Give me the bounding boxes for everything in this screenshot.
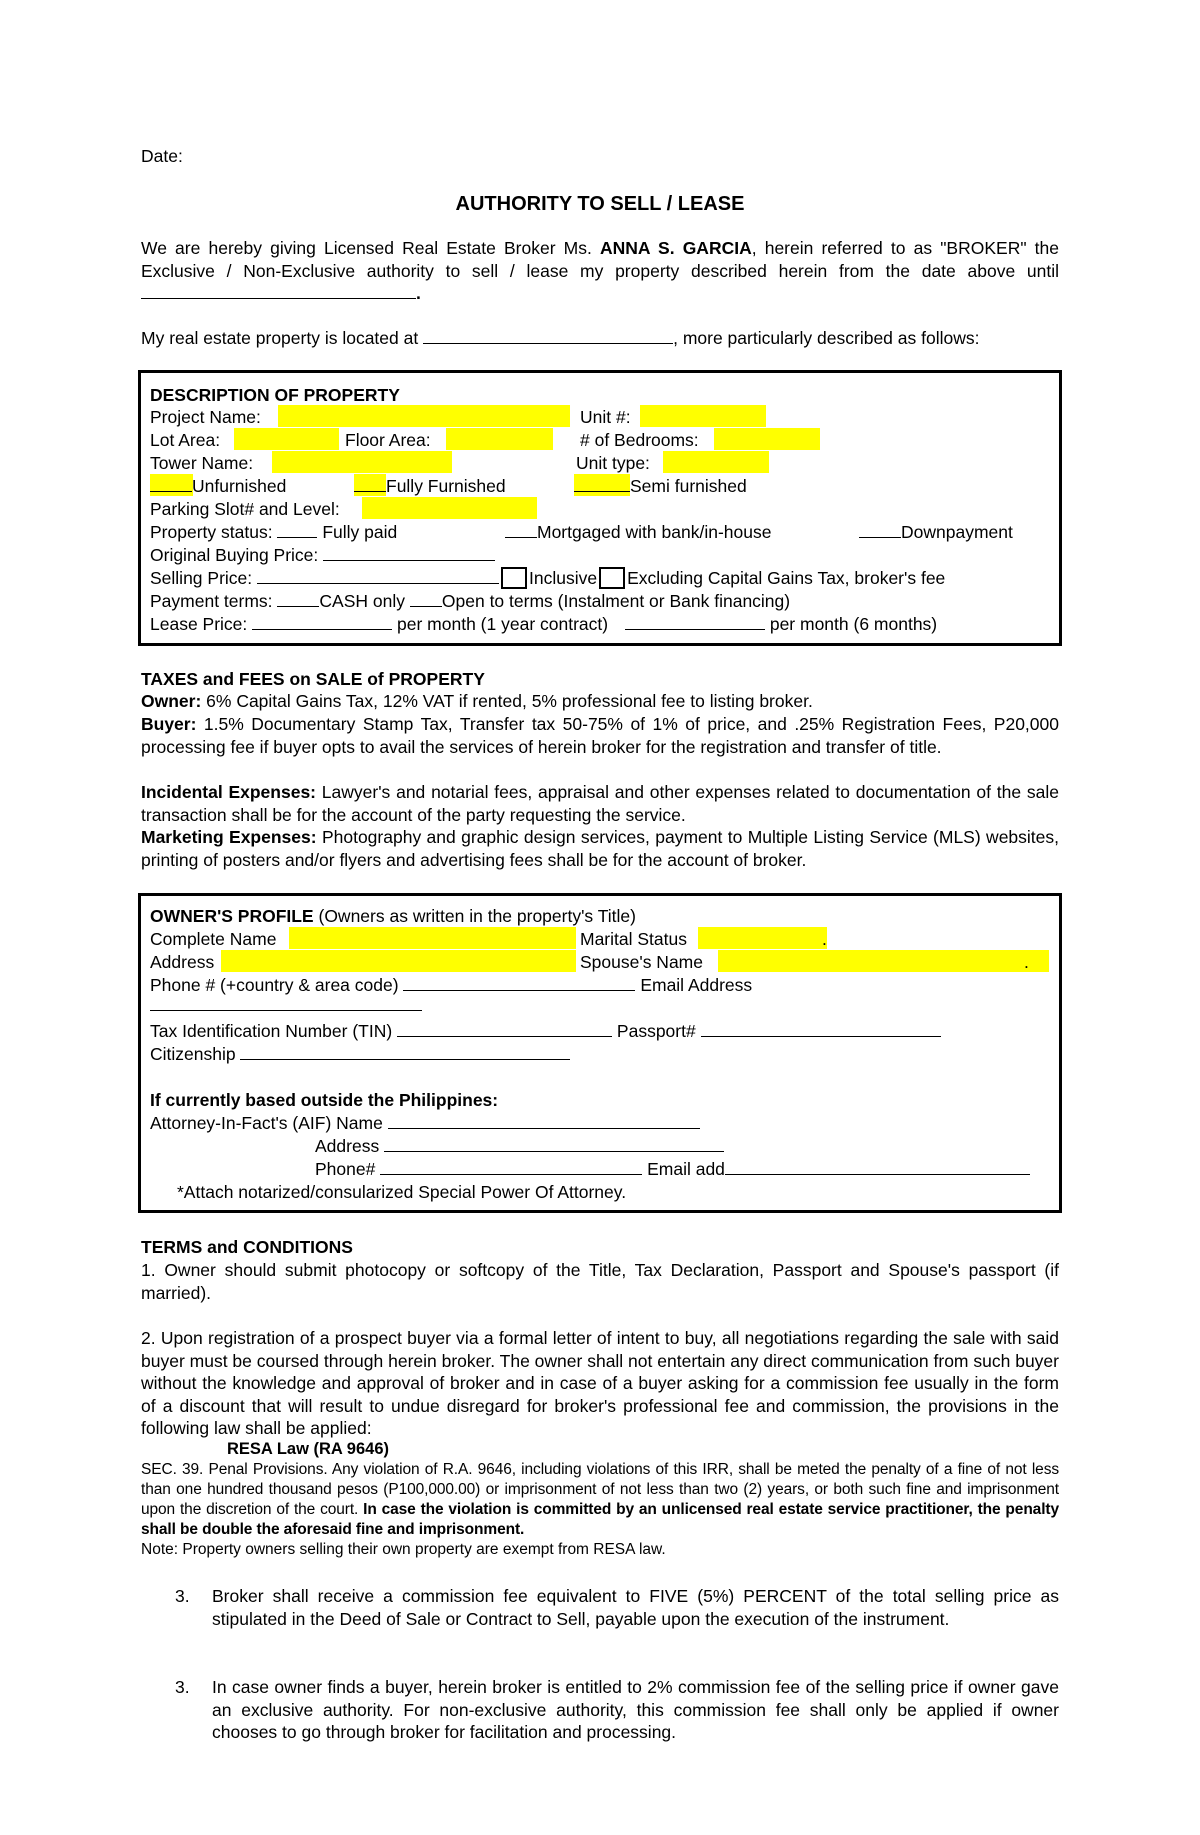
- citizenship-label: Citizenship: [150, 1044, 236, 1064]
- tin-line: [150, 1020, 941, 1042]
- status-line: [150, 521, 397, 543]
- phone-label: Phone # (+country & area code): [150, 975, 399, 995]
- original-price-blank[interactable]: [323, 544, 495, 561]
- passport-blank[interactable]: [701, 1020, 941, 1037]
- intro-text-b: , herein referred to as "BROKER" the Exclusive / Non-Exclusive authority to sell / lease my property described herein from the date above until: [141, 238, 1059, 281]
- attach-note: *Attach notarized/consularized Special Power Of Attorney.: [177, 1182, 627, 1202]
- open-terms-blank[interactable]: [410, 590, 442, 607]
- taxes-incidental-text: Lawyer's and notarial fees, appraisal and other expenses related to documentation of the sale transaction shall be for the account of the party requesting the service.: [141, 782, 1059, 825]
- address-label: Address: [150, 952, 215, 972]
- citizenship-blank[interactable]: [240, 1043, 570, 1060]
- excluding-label: Excluding Capital Gains Tax, broker's fee: [627, 568, 946, 588]
- taxes-buyer-text: 1.5% Documentary Stamp Tax, Transfer tax 50-75% of 1% of price, and .25% Registration Fees, P20,000 processing fee if buyer opts to avail the services of herein broker for the registration and transfer of title.: [141, 714, 1059, 757]
- taxes-marketing-label: Marketing Expenses:: [141, 827, 317, 847]
- semi-furnished-label: Semi furnished: [630, 476, 747, 496]
- downpayment-option: [859, 521, 1013, 543]
- location-text-b: , more particularly described as follows:: [673, 328, 980, 348]
- email-label: Email Address: [640, 975, 753, 995]
- inclusive-checkbox[interactable]: [501, 567, 527, 589]
- broker-name: ANNA S. GARCIA: [600, 238, 752, 258]
- owner-heading-note: (Owners as written in the property's Title): [313, 906, 636, 926]
- taxes-buyer-label: Buyer:: [141, 714, 197, 734]
- aif-address-label: Address: [315, 1136, 380, 1156]
- fully-paid-label: Fully paid: [322, 522, 398, 542]
- project-name-label: Project Name:: [150, 407, 261, 427]
- intro-text-a: We are hereby giving Licensed Real Estate Broker Ms.: [141, 238, 592, 258]
- taxes-owner-text: 6% Capital Gains Tax, 12% VAT if rented, 5% professional fee to listing broker.: [201, 691, 813, 711]
- downpayment-label: Downpayment: [901, 522, 1013, 542]
- mortgaged-option: [505, 521, 771, 543]
- selling-price-label: Selling Price:: [150, 568, 253, 588]
- lease-6m-label: per month (6 months): [769, 614, 938, 634]
- original-price-line: [150, 544, 495, 566]
- parking-label: Parking Slot# and Level:: [150, 499, 340, 519]
- location-line: [141, 327, 979, 349]
- term-3: Broker shall receive a commission fee equivalent to FIVE (5%) PERCENT of the total selling price as stipulated in the Deed of Sale or Contract to Sell, payable upon the execution of the instrument.: [212, 1586, 1059, 1629]
- unit-no-label: Unit #:: [580, 407, 631, 427]
- fully-paid-blank[interactable]: [277, 521, 317, 538]
- taxes-heading: TAXES and FEES on SALE of PROPERTY: [141, 669, 485, 689]
- lease-price-line: [150, 613, 937, 635]
- resa-text: [141, 1460, 1059, 1540]
- lot-area-field[interactable]: [234, 428, 339, 450]
- original-price-label: Original Buying Price:: [150, 545, 319, 565]
- unfurnished-blank[interactable]: [150, 475, 192, 492]
- mortgaged-label: Mortgaged with bank/in-house: [537, 522, 772, 542]
- marital-status-label: Marital Status: [580, 929, 687, 949]
- complete-name-field[interactable]: [289, 927, 576, 949]
- spouse-name-field[interactable]: [718, 950, 1049, 972]
- aif-phone-blank[interactable]: [380, 1158, 642, 1175]
- outside-heading: If currently based outside the Philippines:: [150, 1090, 499, 1110]
- aif-name-label: Attorney-In-Fact's (AIF) Name: [150, 1113, 383, 1133]
- aif-address-blank[interactable]: [384, 1135, 724, 1152]
- inclusive-label: Inclusive: [529, 568, 598, 588]
- complete-name-label: Complete Name: [150, 929, 277, 949]
- payment-terms-line: [150, 590, 790, 612]
- tower-name-field[interactable]: [272, 451, 452, 473]
- intro-end: .: [416, 283, 421, 303]
- term-2: 2. Upon registration of a prospect buyer via a formal letter of intent to buy, all negotiations regarding the sale with said buyer must be coursed through herein broker. The owner shall not entertain any direct communication from such buyer without the knowledge and approval of broker and in case of a buyer asking for a commission fee usually in the form of a discount that will result to undue disregard for broker's professional fee and commission, the provisions in the following law shall be applied:: [141, 1328, 1059, 1438]
- resa-text-body: SEC. 39. Penal Provisions. Any violation of R.A. 9646, including violations of this IRR, shall be meted the penalty of a fine of not less than one hundred thousand pesos (P100,000.00) or imprisonment of not less than two (2) years, or both such fine and imprisonment upon the discretion of the court.: [141, 1461, 1059, 1518]
- aif-email-label: Email add: [647, 1159, 725, 1179]
- aif-name-line: [150, 1112, 700, 1134]
- floor-area-field[interactable]: [446, 428, 553, 450]
- owner-heading-line: [150, 905, 636, 927]
- downpayment-blank[interactable]: [859, 521, 901, 538]
- aif-address-line: [315, 1135, 724, 1157]
- taxes-marketing: [141, 826, 1059, 871]
- mortgaged-blank[interactable]: [505, 521, 537, 538]
- resa-note: Note: Property owners selling their own property are exempt from RESA law.: [141, 1541, 666, 1558]
- term-1: 1. Owner should submit photocopy or softcopy of the Title, Tax Declaration, Passport and Spouse's passport (if married).: [141, 1260, 1059, 1303]
- aif-email-blank[interactable]: [725, 1158, 1030, 1175]
- email-blank-line: [150, 994, 422, 1016]
- taxes-owner-label: Owner:: [141, 691, 202, 711]
- project-name-field[interactable]: [278, 405, 570, 427]
- lot-area-label: Lot Area:: [150, 430, 221, 450]
- cash-only-label: CASH only: [319, 591, 406, 611]
- aif-phone-line: [315, 1158, 1030, 1180]
- excluding-checkbox[interactable]: [599, 567, 625, 589]
- tin-label: Tax Identification Number (TIN): [150, 1021, 393, 1041]
- cash-only-blank[interactable]: [277, 590, 319, 607]
- lease-6m-blank[interactable]: [625, 613, 765, 630]
- bedrooms-field[interactable]: [714, 428, 820, 450]
- resa-heading: RESA Law (RA 9646): [227, 1440, 389, 1458]
- document-title: AUTHORITY TO SELL / LEASE: [455, 193, 745, 215]
- lease-1yr-label: per month (1 year contract): [397, 614, 609, 634]
- taxes-incidental-label: Incidental Expenses:: [141, 782, 317, 802]
- address-field[interactable]: [221, 950, 576, 972]
- resa-text-bold: In case the violation is committed by an unlicensed real estate service practitioner, the penalty shall be double the aforesaid fine and imprisonment.: [141, 1501, 1059, 1538]
- term-4: In case owner finds a buyer, herein broker is entitled to 2% commission fee of the selling price if owner gave an exclusive authority. For non-exclusive authority, this commission fee shall only be applied if owner chooses to go through broker for facilitation and processing.: [212, 1677, 1059, 1742]
- payment-terms-label: Payment terms:: [150, 591, 273, 611]
- bedrooms-label: # of Bedrooms:: [580, 430, 699, 450]
- floor-area-label: Floor Area:: [345, 430, 431, 450]
- email-blank[interactable]: [150, 994, 422, 1011]
- lease-price-label: Lease Price:: [150, 614, 248, 634]
- semi-furnished-option: [574, 475, 747, 497]
- selling-price-line: [150, 567, 945, 589]
- location-blank[interactable]: [423, 327, 673, 344]
- fully-furnished-option: [354, 475, 506, 497]
- until-date-blank[interactable]: [141, 282, 416, 299]
- fully-furnished-label: Fully Furnished: [386, 476, 506, 496]
- unit-no-field[interactable]: [640, 405, 766, 427]
- fully-furnished-blank[interactable]: [354, 475, 386, 492]
- taxes-marketing-text: Photography and graphic design services, payment to Multiple Listing Service (MLS) websites, printing of posters and/or flyers and advertising fees shall be for the account of broker.: [141, 827, 1059, 870]
- parking-field[interactable]: [362, 497, 537, 519]
- lease-1yr-blank[interactable]: [252, 613, 392, 630]
- property-heading: DESCRIPTION OF PROPERTY: [150, 385, 400, 405]
- date-label: Date:: [141, 146, 183, 166]
- phone-line: [150, 974, 752, 996]
- open-terms-label: Open to terms (Instalment or Bank financing): [441, 591, 791, 611]
- semi-furnished-blank[interactable]: [574, 475, 630, 492]
- marital-dot: .: [822, 929, 827, 949]
- location-text-a: My real estate property is located at: [141, 328, 419, 348]
- taxes-incidental: [141, 781, 1059, 826]
- term-3-number: 3.: [175, 1586, 190, 1606]
- owner-heading: OWNER'S PROFILE: [150, 906, 314, 926]
- spouse-name-label: Spouse's Name: [580, 952, 703, 972]
- selling-price-blank[interactable]: [257, 567, 499, 584]
- aif-name-blank[interactable]: [388, 1112, 700, 1129]
- aif-phone-label: Phone#: [315, 1159, 376, 1179]
- taxes-owner: [141, 690, 1059, 713]
- tower-name-label: Tower Name:: [150, 453, 254, 473]
- status-label: Property status:: [150, 522, 273, 542]
- phone-blank[interactable]: [403, 974, 635, 991]
- unfurnished-label: Unfurnished: [192, 476, 287, 496]
- intro-paragraph: [141, 237, 1059, 305]
- citizenship-line: [150, 1043, 570, 1065]
- unfurnished-option: [150, 475, 286, 497]
- tin-blank[interactable]: [397, 1020, 612, 1037]
- passport-label: Passport#: [616, 1021, 696, 1041]
- terms-heading: TERMS and CONDITIONS: [141, 1237, 353, 1257]
- marital-status-field[interactable]: [698, 927, 827, 949]
- spouse-dot: .: [1024, 952, 1029, 972]
- unit-type-label: Unit type:: [576, 453, 650, 473]
- term-4-number: 3.: [175, 1677, 190, 1697]
- unit-type-field[interactable]: [663, 451, 769, 473]
- taxes-buyer: [141, 713, 1059, 758]
